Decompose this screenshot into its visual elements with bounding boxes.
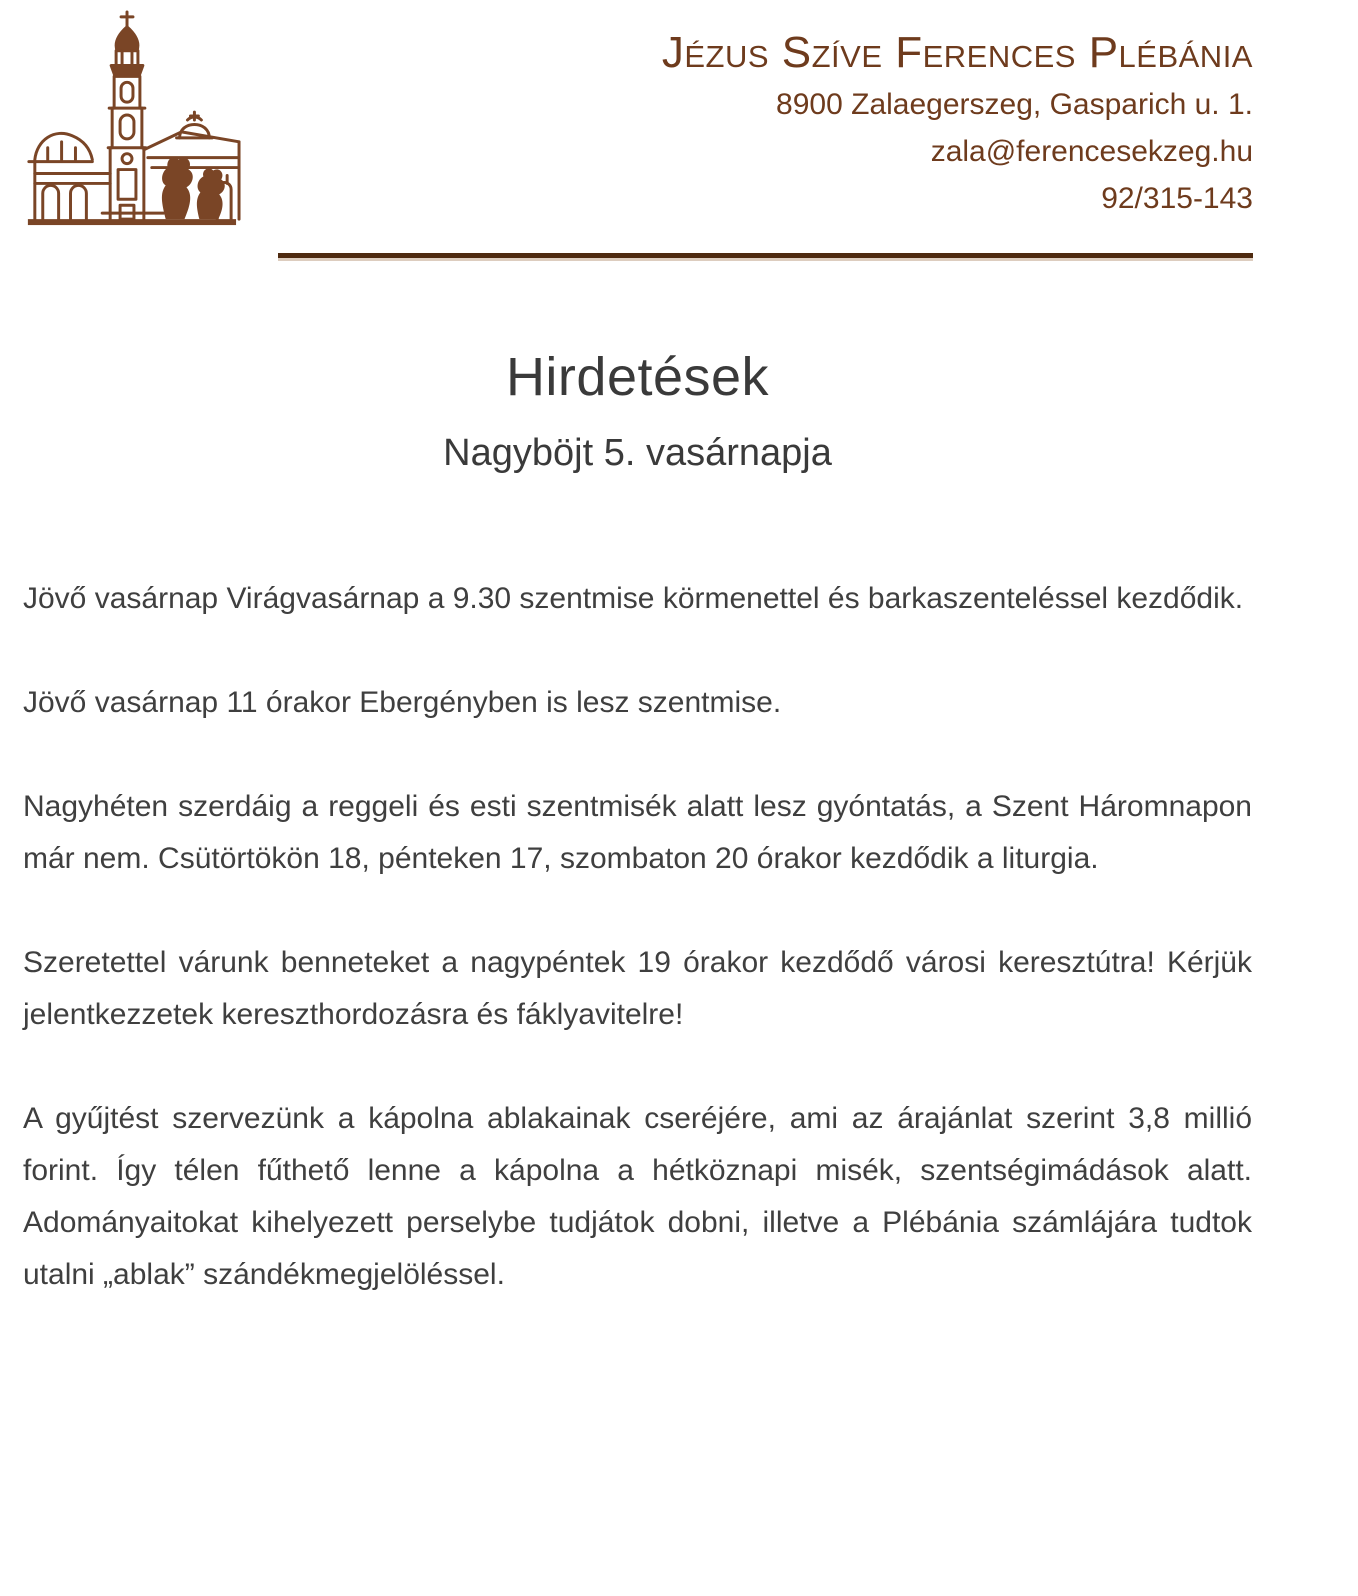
announcement-paragraph-4: Szeretettel várunk benneteket a nagypéntek 19 órakor kezdődő városi keresztútra! Kérjük jelentkezzetek kereszthordozásra és fáklyavitelre! — [23, 946, 1252, 1031]
church-logo-icon — [15, 8, 243, 230]
announcement-paragraph-1: Jövő vasárnap Virágvasárnap a 9.30 szentmise körmenettel és barkaszenteléssel kezdődik. — [23, 582, 1244, 615]
address-line: 8900 Zalaegerszeg, Gasparich u. 1. — [776, 88, 1253, 122]
organization-name: Jézus Szíve Ferences Plébánia — [661, 28, 1253, 77]
letterhead — [0, 0, 1358, 258]
phone-line: 92/315-143 — [1101, 182, 1253, 216]
announcement-paragraph-5: A gyűjtést szervezünk a kápolna ablakainak cseréjére, ami az árajánlat szerint 3,8 millió forint. Így télen fűthető lenne a kápolna a hétköznapi misék, szentségimádások alatt. Adományaitokat kihelyezett perselybe tudjátok dobni, illetve a Plébánia számlájára tudtok utalni „ablak” szándékmegjelöléssel. — [23, 1102, 1252, 1291]
letterhead-divider — [278, 253, 1253, 258]
email-line: zala@ferencesekzeg.hu — [930, 135, 1253, 169]
announcement-paragraph-3: Nagyhéten szerdáig a reggeli és esti szentmisék alatt lesz gyóntatás, a Szent Háromnapon már nem. Csütörtökön 18, pénteken 17, szombaton 20 órakor kezdődik a liturgia. — [23, 790, 1252, 875]
church-drawing — [15, 8, 243, 230]
announcement-paragraphs — [23, 573, 1252, 1301]
announcement-paragraph-2: Jövő vasárnap 11 órakor Ebergényben is lesz szentmise. — [23, 686, 782, 719]
page-title: Hirdetések — [505, 347, 770, 407]
letterhead-contact-block — [662, 28, 1253, 222]
page-subtitle: Nagyböjt 5. vasárnapja — [443, 432, 832, 474]
announcement-body — [0, 346, 1358, 1301]
